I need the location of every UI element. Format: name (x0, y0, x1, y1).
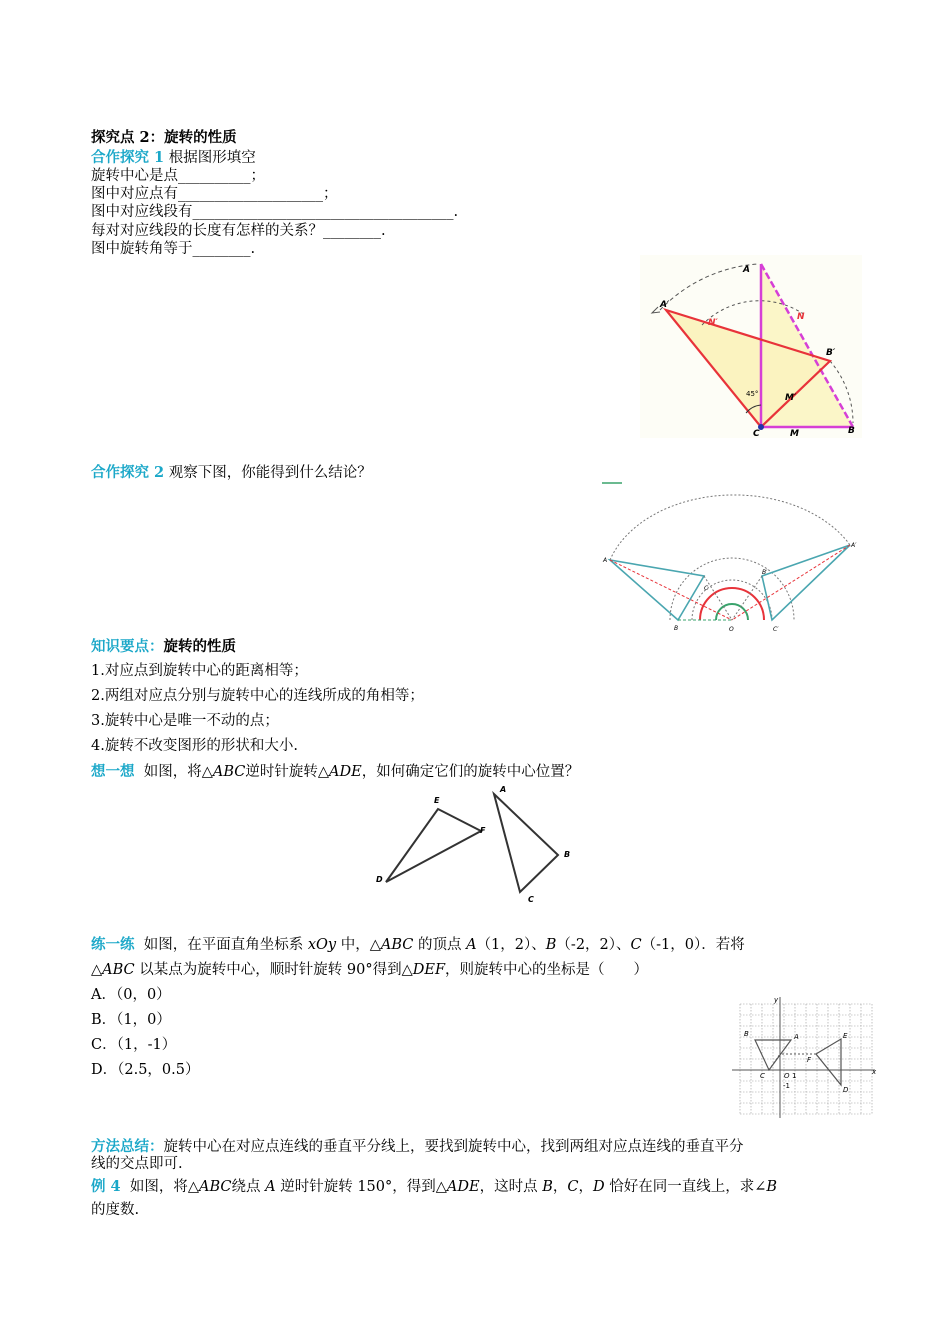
fig3-label-b: B (564, 850, 571, 859)
fig3-label-f: F (480, 826, 486, 835)
think-line (91, 762, 579, 782)
practice-text-a: 如图，在平面直角坐标系 (143, 937, 308, 953)
fig1-label-m: M (790, 429, 799, 438)
fig1-label-b: B (848, 426, 855, 436)
fig4-label-f: F (807, 1056, 812, 1064)
fig3-label-a: A (500, 785, 507, 794)
think-text-3: ，如何确定它们的旋转中心位置？ (361, 764, 580, 780)
fig1-label-ap: A′ (660, 300, 670, 310)
ex4-comma-2: ， (578, 1179, 593, 1195)
practice-text-h: 以某点为旋转中心，顺时针旋转 90°得到△ (134, 962, 413, 978)
practice-text-b: 中，△ (336, 937, 381, 953)
practice-label: 练一练 (91, 936, 135, 953)
ex4-text-1: 如图，将△ (129, 1179, 200, 1195)
coop1-line-2: 图中对应点有____________________； (91, 186, 338, 202)
method-line-2: 线的交点即可. (91, 1156, 183, 1172)
practice-line-1 (91, 935, 745, 955)
fig2-label-o: O (729, 626, 734, 633)
ex4-point-a: A (265, 1179, 276, 1195)
fig4-label-e: E (843, 1032, 848, 1040)
coop1-line-5: 图中旋转角等于________. (91, 241, 256, 257)
option-d: D．（2.5，0.5） (91, 1062, 200, 1078)
option-b: B．（1，0） (91, 1012, 171, 1028)
ex4-text-4: ，这时点 (479, 1179, 543, 1195)
rotation-figure-2 (600, 480, 862, 635)
fig4-label-a: A (794, 1033, 799, 1041)
think-ade: ADE (329, 764, 362, 780)
ex4-ade: ADE (446, 1179, 480, 1195)
fig2-label-cp: C′ (773, 626, 779, 633)
knowledge-label: 知识要点： (91, 638, 164, 655)
fig2-label-c: C (704, 585, 709, 592)
practice-def: DEF (412, 962, 446, 978)
fig4-label-b: B (744, 1030, 749, 1038)
practice-line-2 (91, 961, 648, 980)
ex4-abc: ABC (199, 1179, 232, 1195)
coop1-line-4: 每对对应线段的长度有怎样的关系？________. (91, 223, 386, 239)
ex4-point-b: B (542, 1179, 553, 1195)
knowledge-item-1: 1.对应点到旋转中心的距离相等； (91, 663, 308, 679)
fig4-tick-neg1: -1 (783, 1082, 790, 1090)
ex4-comma-1: ， (552, 1179, 568, 1195)
rotation-figure-1 (640, 255, 862, 438)
method-text-1: 旋转中心在对应点连线的垂直平分线上，要找到旋转中心，找到两组对应点连线的垂直平分 (163, 1139, 744, 1155)
knowledge-item-3: 3.旋转中心是唯一不动的点； (91, 713, 279, 729)
example4-label: 例 4 (91, 1178, 121, 1195)
knowledge-heading (91, 637, 236, 657)
practice-text-g: △ (91, 962, 103, 978)
ex4-text-2: 绕点 (231, 1179, 266, 1195)
practice-point-c: C (630, 937, 642, 953)
example4-line-1 (91, 1177, 777, 1197)
think-abc: ABC (212, 764, 246, 780)
knowledge-item-2: 2.两组对应点分别与旋转中心的连线所成的角相等； (91, 688, 424, 704)
example4-line-2: 的度数. (91, 1202, 140, 1218)
fig4-axis-y: y (774, 996, 779, 1004)
practice-text-i: ，则旋转中心的坐标是（ ） (445, 962, 649, 978)
fig1-label-np: N′ (708, 318, 718, 328)
fig4-label-d: D (843, 1086, 849, 1094)
fig1-label-n: N (797, 312, 805, 322)
coop2-heading (91, 463, 372, 483)
ex4-point-c: C (567, 1179, 579, 1195)
fig1-angle-label: 45° (746, 390, 759, 398)
think-label: 想一想 (91, 763, 135, 780)
practice-point-a: A (466, 937, 477, 953)
fig3-label-c: C (528, 895, 534, 904)
option-a: A．（0，0） (91, 987, 171, 1003)
fig2-label-ap: A′ (851, 542, 857, 549)
coop2-text: 观察下图，你能得到什么结论？ (168, 465, 372, 481)
practice-text-f: （-1，0）．若将 (641, 937, 745, 953)
coordinate-grid-figure (730, 992, 880, 1120)
fig3-label-e: E (434, 796, 440, 805)
practice-xoy: xOy (307, 937, 337, 953)
method-line-1 (91, 1137, 744, 1157)
fig1-label-a: A (743, 265, 750, 275)
think-text-1: 如图，将△ (143, 764, 213, 780)
fig3-label-d: D (376, 875, 383, 884)
fig2-label-a: A (603, 557, 608, 564)
coop1-line-3: 图中对应线段有____________________________________. (91, 204, 459, 220)
coop1-heading (91, 148, 256, 168)
triangles-figure (368, 782, 580, 907)
ex4-text-5: 恰好在同一直线上，求∠ (604, 1179, 767, 1195)
section-title: 探究点 2：旋转的性质 (91, 129, 237, 146)
practice-point-b: B (545, 937, 557, 953)
coop1-label: 合作探究 1 (91, 149, 165, 166)
practice-abc-2: ABC (102, 962, 135, 978)
ex4-point-d: D (592, 1179, 605, 1195)
think-text-2: 逆时针旋转△ (245, 764, 330, 780)
fig4-tick-1: 1 (792, 1072, 797, 1080)
method-label: 方法总结： (91, 1138, 164, 1155)
ex4-angle-b: B (766, 1179, 778, 1195)
coop1-text: 根据图形填空 (168, 150, 256, 166)
fig1-label-mp: M′ (785, 393, 797, 403)
fig2-label-bp: B′ (762, 569, 768, 576)
practice-text-c: 的顶点 (413, 937, 467, 953)
ex4-text-3: 逆时针旋转 150°，得到△ (275, 1179, 447, 1195)
coop1-line-1: 旋转中心是点__________； (91, 168, 265, 184)
option-c: C．（1，-1） (91, 1037, 177, 1053)
practice-text-d: （1，2）、 (476, 937, 546, 953)
practice-text-e: （-2，2）、 (556, 937, 631, 953)
fig1-label-c: C (753, 429, 760, 438)
fig4-label-c: C (760, 1072, 765, 1080)
fig4-axis-x: x (872, 1068, 877, 1076)
fig2-label-b: B (674, 625, 679, 632)
knowledge-title: 旋转的性质 (163, 638, 236, 655)
fig4-label-o: O (784, 1072, 790, 1080)
coop2-label: 合作探究 2 (91, 464, 165, 481)
knowledge-item-4: 4.旋转不改变图形的形状和大小. (91, 738, 298, 754)
practice-abc: ABC (380, 937, 414, 953)
fig1-label-bp: B′ (826, 348, 836, 358)
